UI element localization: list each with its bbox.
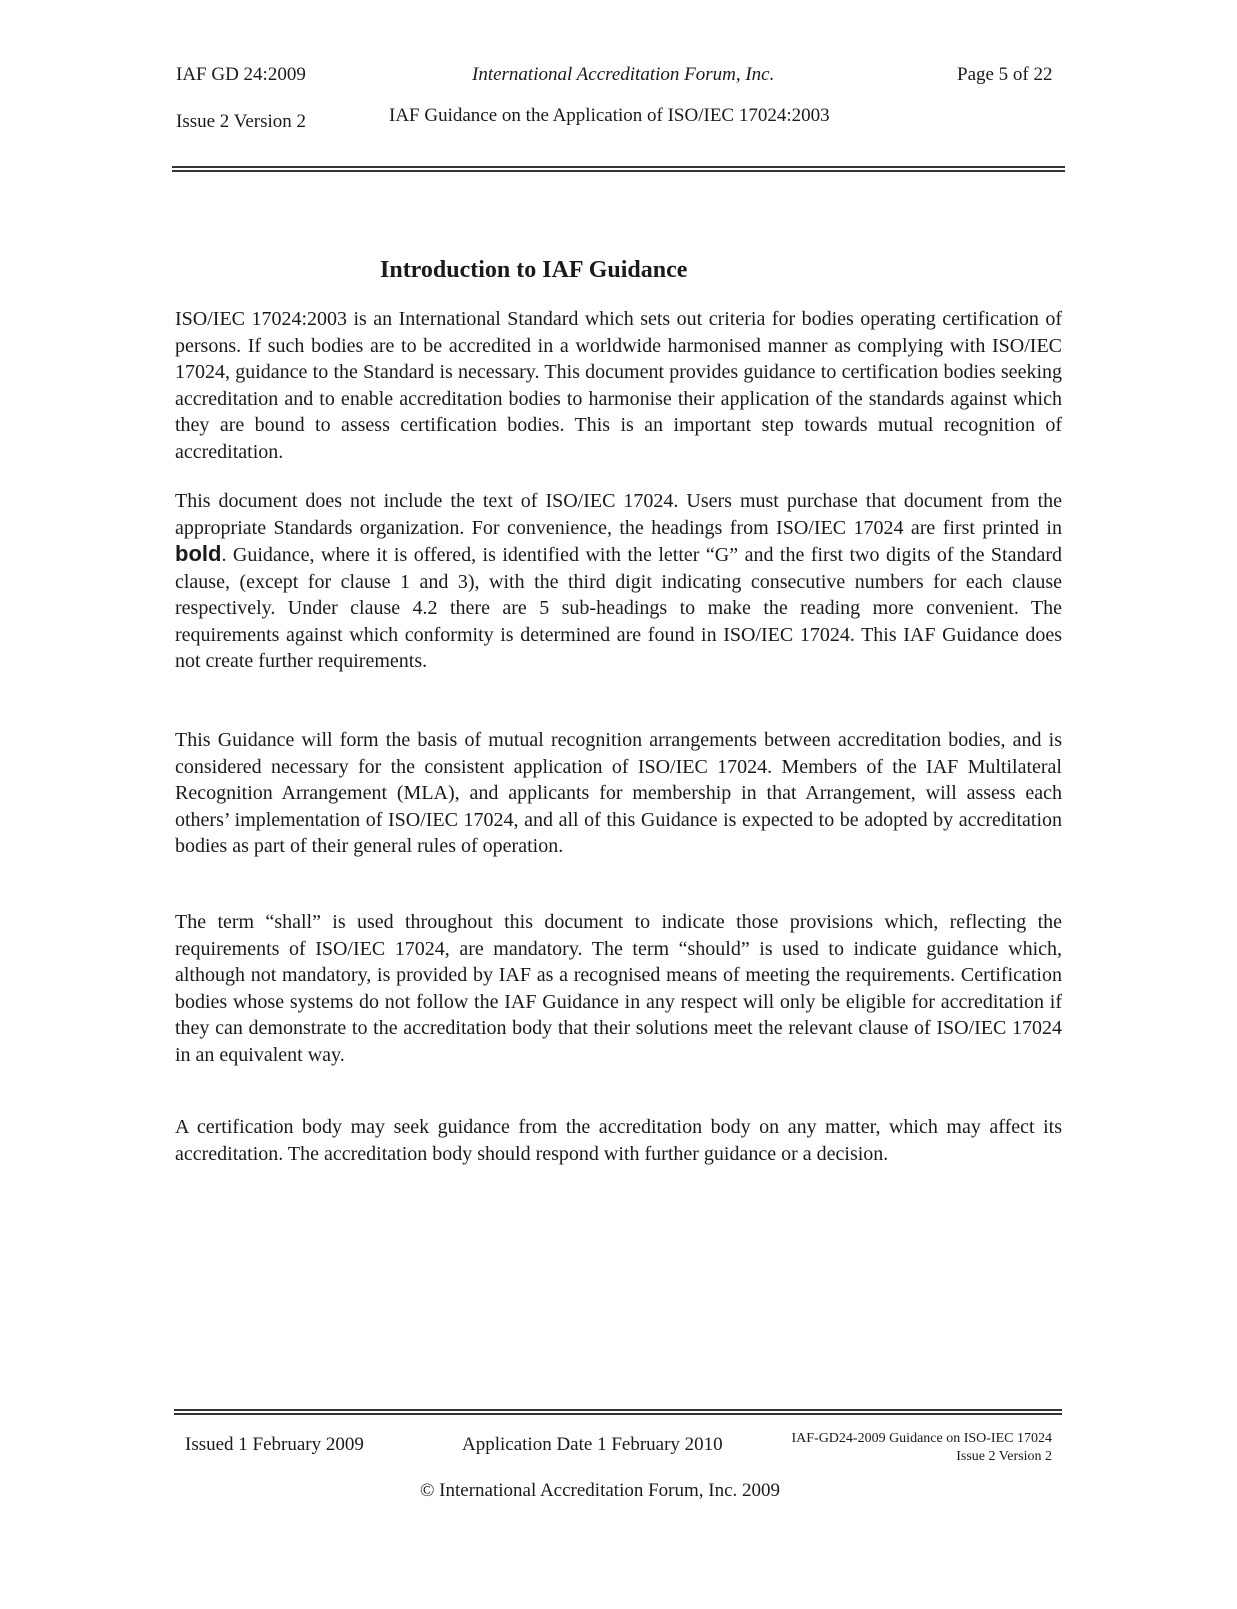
header-divider <box>172 166 1065 172</box>
header-document-title: IAF Guidance on the Application of ISO/IEC 17024:2003 <box>389 105 830 126</box>
bold-example-word: bold <box>175 541 222 566</box>
paragraph-document-scope <box>175 488 1062 675</box>
footer-document-reference <box>770 1430 1052 1466</box>
footer-issued-date: Issued 1 February 2009 <box>185 1434 364 1455</box>
footer-copyright: © International Accreditation Forum, Inc. 2009 <box>420 1480 781 1501</box>
footer-doc-ref-line: IAF-GD24-2009 Guidance on ISO-IEC 17024 <box>791 1431 1052 1446</box>
header-organization: International Accreditation Forum, Inc. <box>472 64 775 85</box>
page-title: Introduction to IAF Guidance <box>380 257 688 283</box>
paragraph-mutual-recognition: This Guidance will form the basis of mutual recognition arrangements between accreditation bodies, and is considered necessary for the consistent application of ISO/IEC 17024. Members of the IAF Multilateral Recognition Arrangement (MLA), and applicants for membership in that Arrangement, will assess each others’ implementation of ISO/IEC 17024, and all of this Guidance is expected to be adopted by accreditation bodies as part of their general rules of operation. <box>175 729 1062 857</box>
paragraph-seeking-guidance: A certification body may seek guidance from the accreditation body on any matter, which may affect its accreditation. The accreditation body should respond with further guidance or a decision. <box>175 1116 1062 1165</box>
header-document-code: IAF GD 24:2009 <box>176 64 306 85</box>
footer-application-date: Application Date 1 February 2010 <box>462 1434 723 1455</box>
header-issue: Issue 2 Version 2 <box>176 111 307 132</box>
paragraph-intro: ISO/IEC 17024:2003 is an International Standard which sets out criteria for bodies operating certification of persons. If such bodies are to be accredited in a worldwide harmonised manner as complying with ISO/IEC 17024, guidance to the Standard is necessary. This document provides guidance to certification bodies seeking accreditation and to enable accreditation bodies to harmonise their application of the standards against which they are bound to assess certification bodies. This is an important step towards mutual recognition of accreditation. <box>175 308 1062 463</box>
footer-doc-ref-line: Issue 2 Version 2 <box>956 1449 1052 1464</box>
paragraph-text: . Guidance, where it is offered, is identified with the letter “G” and the first two digits of the Standard clause, (except for clause 1 and 3), with the third digit indicating consecutive numbers for each clause respectively. Under clause 4.2 there are 5 sub-headings to make the reading more convenient. The requirements against which conformity is determined are found in ISO/IEC 17024. This IAF Guidance does not create further requirements. <box>175 544 1062 672</box>
header-page-number: Page 5 of 22 <box>957 64 1053 85</box>
footer-divider <box>174 1409 1062 1415</box>
paragraph-text: This document does not include the text of ISO/IEC 17024. Users must purchase that document from the appropriate Standards organization. For convenience, the headings from ISO/IEC 17024 are first printed in <box>175 490 1062 539</box>
paragraph-terms: The term “shall” is used throughout this document to indicate those provisions which, reflecting the requirements of ISO/IEC 17024, are mandatory. The term “should” is used to indicate guidance which, although not mandatory, is provided by IAF as a recognised means of meeting the requirements. Certification bodies whose systems do not follow the IAF Guidance in any respect will only be eligible for accreditation if they can demonstrate to the accreditation body that their solutions meet the relevant clause of ISO/IEC 17024 in an equivalent way. <box>175 911 1062 1066</box>
